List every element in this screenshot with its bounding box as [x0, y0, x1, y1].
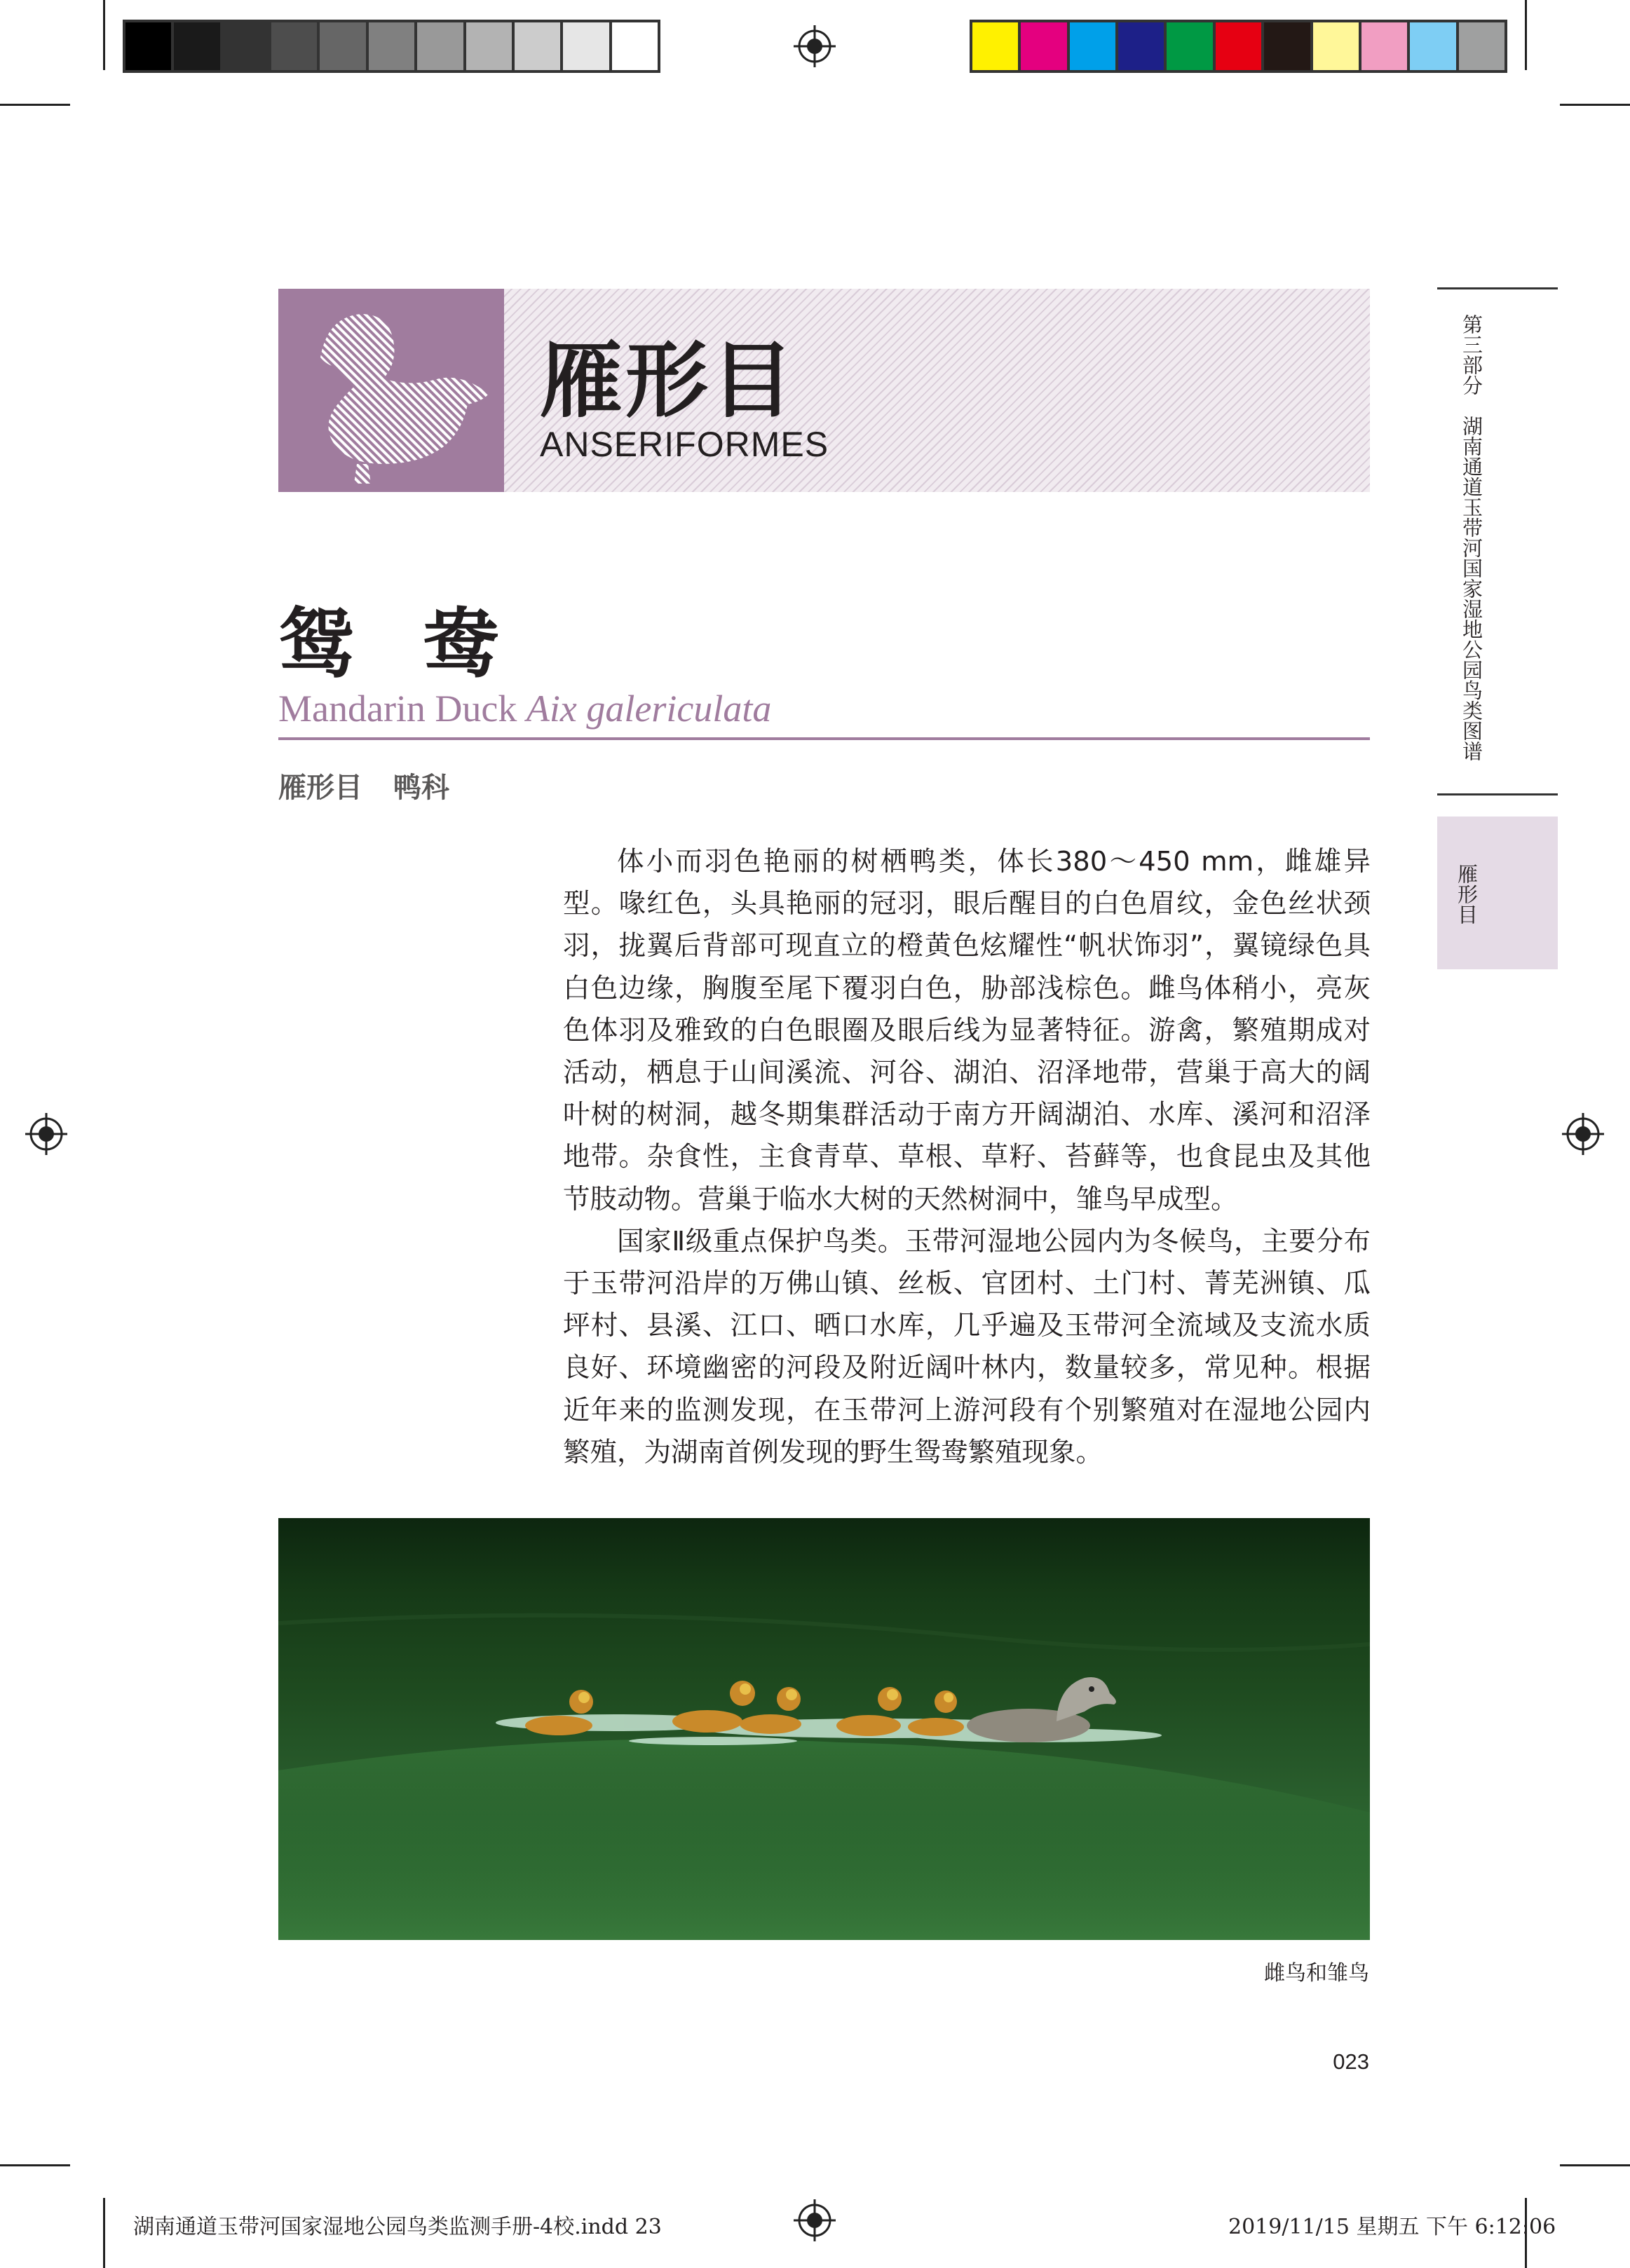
crop-mark	[0, 2164, 70, 2166]
color-swatch	[1459, 22, 1505, 70]
crop-mark	[1525, 0, 1527, 70]
gray-swatch	[417, 22, 466, 70]
gray-swatch	[515, 22, 563, 70]
scientific-name: Aix galericulata	[526, 688, 772, 730]
species-divider	[278, 737, 1370, 740]
registration-mark-icon	[794, 25, 836, 67]
color-swatch	[1361, 22, 1410, 70]
side-tab-label: 雁形目	[1455, 863, 1479, 924]
description-paragraph: 体小而羽色艳丽的树栖鸭类，体长380～450 mm，雌雄异型。喙红色，头具艳丽的冠羽，眼后醒目的白色眉纹，金色丝状颈羽，拢翼后背部可现直立的橙黄色炫耀性“帆状饰羽”，翼镜绿色具白色边缘，胸腹至尾下覆羽白色，胁部浅棕色。雌鸟体稍小，亮灰色体羽及雅致的白色眼圈及眼后线为显著特征。游禽，繁殖期成对活动，栖息于山间溪流、河谷、湖泊、沼泽地带，营巢于高大的阔叶树的树洞，越冬期集群活动于南方开阔湖泊、水库、溪河和沼泽地带。杂食性，主食青草、草根、草籽、苔藓等，也食昆虫及其他节肢动物。营巢于临水大树的天然树洞中，雏鸟早成型。	[563, 846, 1371, 1215]
registration-mark-icon	[25, 1113, 67, 1155]
gray-swatch	[223, 22, 271, 70]
gray-swatch	[369, 22, 417, 70]
slug-timestamp: 2019/11/15 星期五 下午 6:12:06	[1228, 2215, 1556, 2239]
chapter-title: 雁形目	[540, 332, 797, 429]
crop-mark	[1560, 104, 1630, 106]
gray-swatch	[612, 22, 658, 70]
crop-mark	[0, 104, 70, 106]
common-name: Mandarin Duck	[278, 688, 517, 730]
grayscale-color-bar	[123, 20, 660, 73]
gray-swatch	[563, 22, 611, 70]
registration-mark-icon	[1562, 1113, 1604, 1155]
gray-swatch	[125, 22, 174, 70]
gray-swatch	[466, 22, 515, 70]
taxon-family: 鸭科	[393, 772, 449, 804]
color-swatch	[972, 22, 1021, 70]
cmyk-color-bar	[970, 20, 1507, 73]
gray-swatch	[174, 22, 222, 70]
taxonomy-line	[278, 765, 449, 805]
species-name-cn: 鸳鸯	[278, 600, 568, 688]
crop-mark	[103, 0, 105, 70]
side-divider	[1437, 793, 1558, 795]
duck-family-photo	[278, 1518, 1370, 1940]
duck-silhouette-icon	[278, 289, 504, 492]
crop-mark	[1560, 2164, 1630, 2166]
page-number: 023	[1333, 2049, 1369, 2074]
side-section-label: 第三部分 湖南通道玉带河国家湿地公园鸟类图谱	[1460, 314, 1483, 761]
photo-caption: 雌鸟和雏鸟	[1264, 1961, 1369, 1986]
color-swatch	[1216, 22, 1264, 70]
gray-swatch	[320, 22, 368, 70]
slug-filename: 湖南通道玉带河国家湿地公园鸟类监测手册-4校.indd 23	[133, 2215, 662, 2239]
species-name-en	[278, 687, 771, 730]
chapter-subtitle: ANSERIFORMES	[540, 425, 829, 464]
banner-icon-box	[278, 289, 504, 492]
side-divider	[1437, 287, 1558, 289]
photo-illustration	[278, 1518, 1370, 1940]
color-swatch	[1070, 22, 1118, 70]
color-swatch	[1264, 22, 1312, 70]
gray-swatch	[271, 22, 320, 70]
description-paragraph: 国家Ⅱ级重点保护鸟类。玉带河湿地公园内为冬候鸟，主要分布于玉带河沿岸的万佛山镇、丝板、官团村、土门村、菁芜洲镇、瓜坪村、县溪、江口、晒口水库，几乎遍及玉带河全流域及支流水质良好、环境幽密的河段及附近阔叶林内，数量较多，常见种。根据近年来的监测发现，在玉带河上游河段有个别繁殖对在湿地公园内繁殖，为湖南首例发现的野生鸳鸯繁殖现象。	[563, 1225, 1371, 1468]
registration-mark-icon	[794, 2199, 836, 2241]
taxon-order: 雁形目	[278, 772, 362, 804]
color-swatch	[1313, 22, 1361, 70]
color-swatch	[1118, 22, 1167, 70]
color-swatch	[1410, 22, 1458, 70]
color-swatch	[1167, 22, 1215, 70]
crop-mark	[103, 2198, 105, 2268]
species-description	[563, 841, 1371, 1474]
color-swatch	[1021, 22, 1069, 70]
